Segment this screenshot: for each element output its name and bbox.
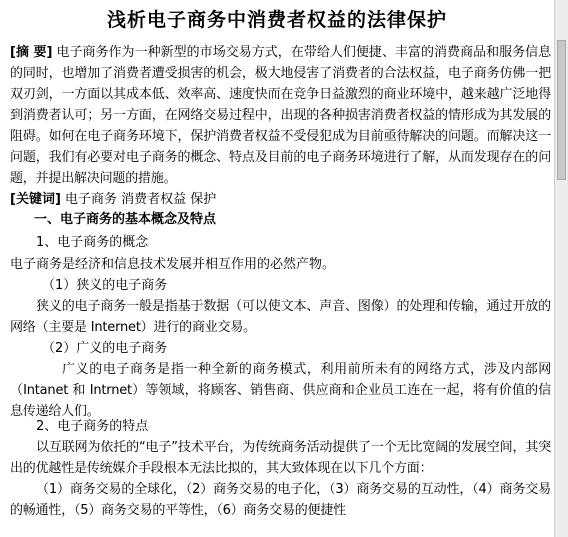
definition-text: 电子商务是经济和信息技术发展并相互作用的必然产物。 — [10, 257, 336, 272]
document-title: 浅析电子商务中消费者权益的法律保护 — [106, 9, 447, 31]
vertical-scrollbar[interactable] — [554, 0, 568, 537]
narrow-paragraph: 狭义的电子商务一般是指基于数据（可以使文本、声音、图像）的处理和传输，通过开放的网络（主要是 Internet）进行的商业交易。 — [10, 299, 551, 335]
abstract-label: [摘 要] — [10, 45, 53, 60]
broad-heading: （2）广义的电子商务 — [42, 341, 168, 356]
subsection-heading-features: 2、电子商务的特点 — [36, 419, 149, 434]
narrow-heading: （1）狭义的电子商务 — [42, 278, 168, 293]
broad-paragraph: 广义的电子商务是指一种全新的商务模式，利用前所未有的网络方式，涉及内部网（Intanet 和 Intrnet）等领域，将顾客、销售商、供应商和企业员工连在一起，将有价值的信息传递给人们。 — [10, 362, 551, 419]
abstract-paragraph — [10, 42, 551, 189]
section-heading: 一、电子商务的基本概念及特点 — [34, 212, 217, 227]
features-intro-paragraph: 以互联网为依托的“电子”技术平台，为传统商务活动提供了一个无比宽阔的发展空间，其突出的优越性是传统媒介手段根本无法比拟的，其大致体现在以下几个方面： — [10, 440, 551, 476]
keywords-text: 电子商务 消费者权益 保护 — [65, 192, 217, 207]
abstract-text: 电子商务作为一种新型的市场交易方式，在带给人们便捷、丰富的消费商品和服务信息的同时，也增加了消费者遭受损害的机会，极大地侵害了消费者的合法权益，电子商务仿佛一把双刃剑，一方面以其成本低、效率高、速度快而在竞争日益激烈的商业环境中，越来越广泛地得到消费者认可；另一方面，在网络交易过程中，出现的各种损害消费者权益的情形成为其发展的阻碍。如何在电子商务环境下，保护消费者权益不受侵犯成为目前亟待解决的问题。而解决这一问题，我们有必要对电子商务的概念、特点及目前的电子商务环境进行了解，从而发现存在的问题，并提出解决问题的措施。 — [10, 45, 551, 186]
keywords-label: [关键词] — [10, 192, 61, 207]
features-list-paragraph: （1）商务交易的全球化，（2）商务交易的电子化，（3）商务交易的互动性，（4）商务交易的畅通性，（5）商务交易的平等性，（6）商务交易的便捷性 — [10, 482, 551, 518]
keywords-line — [10, 189, 216, 210]
subsection-heading-concept: 1、电子商务的概念 — [36, 235, 149, 250]
scrollbar-thumb[interactable] — [557, 40, 566, 180]
